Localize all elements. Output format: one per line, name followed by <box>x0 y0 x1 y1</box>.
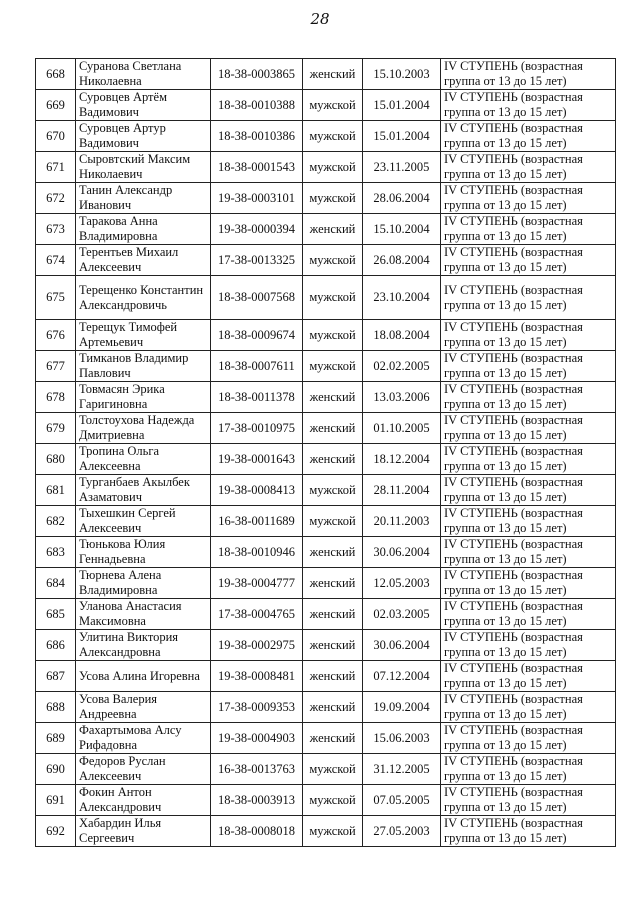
table-row <box>36 245 616 276</box>
age-level: IV СТУПЕНЬ (возрастная группа от 13 до 15 лет) <box>441 723 616 754</box>
row-number: 687 <box>36 661 76 692</box>
participant-name: Терентьев Михаил Алексеевич <box>76 245 211 276</box>
age-level: IV СТУПЕНЬ (возрастная группа от 13 до 15 лет) <box>441 599 616 630</box>
uin-code: 17-38-0009353 <box>211 692 303 723</box>
participant-name: Терещенко Константин Александровичь <box>76 276 211 320</box>
age-level: IV СТУПЕНЬ (возрастная группа от 13 до 15 лет) <box>441 630 616 661</box>
participant-name: Суранова Светлана Николаевна <box>76 59 211 90</box>
row-number: 670 <box>36 121 76 152</box>
participant-name: Тимканов Владимир Павлович <box>76 351 211 382</box>
row-number: 679 <box>36 413 76 444</box>
table-row <box>36 90 616 121</box>
row-number: 686 <box>36 630 76 661</box>
uin-code: 19-38-0002975 <box>211 630 303 661</box>
age-level: IV СТУПЕНЬ (возрастная группа от 13 до 15 лет) <box>441 90 616 121</box>
uin-code: 18-38-0009674 <box>211 320 303 351</box>
age-level: IV СТУПЕНЬ (возрастная группа от 13 до 15 лет) <box>441 444 616 475</box>
uin-code: 18-38-0011378 <box>211 382 303 413</box>
uin-code: 18-38-0001543 <box>211 152 303 183</box>
row-number: 669 <box>36 90 76 121</box>
uin-code: 17-38-0013325 <box>211 245 303 276</box>
table-row <box>36 413 616 444</box>
participant-name: Уланова Анастасия Максимовна <box>76 599 211 630</box>
table-row <box>36 59 616 90</box>
table-row <box>36 506 616 537</box>
table-row <box>36 661 616 692</box>
row-number: 688 <box>36 692 76 723</box>
birth-date: 23.10.2004 <box>363 276 441 320</box>
uin-code: 18-38-0010386 <box>211 121 303 152</box>
table-row <box>36 183 616 214</box>
participant-name: Усова Алина Игоревна <box>76 661 211 692</box>
table-row <box>36 692 616 723</box>
gender: женский <box>303 568 363 599</box>
age-level: IV СТУПЕНЬ (возрастная группа от 13 до 15 лет) <box>441 785 616 816</box>
birth-date: 07.12.2004 <box>363 661 441 692</box>
uin-code: 19-38-0008413 <box>211 475 303 506</box>
gender: мужской <box>303 245 363 276</box>
participant-name: Улитина Виктория Александровна <box>76 630 211 661</box>
uin-code: 16-38-0013763 <box>211 754 303 785</box>
birth-date: 02.02.2005 <box>363 351 441 382</box>
gender: женский <box>303 537 363 568</box>
uin-code: 17-38-0010975 <box>211 413 303 444</box>
gender: мужской <box>303 475 363 506</box>
participant-name: Сыровтский Максим Николаевич <box>76 152 211 183</box>
uin-code: 18-38-0007568 <box>211 276 303 320</box>
participant-name: Толстоухова Надежда Дмитриевна <box>76 413 211 444</box>
gender: женский <box>303 382 363 413</box>
age-level: IV СТУПЕНЬ (возрастная группа от 13 до 15 лет) <box>441 382 616 413</box>
participants-table-body <box>36 59 616 847</box>
age-level: IV СТУПЕНЬ (возрастная группа от 13 до 15 лет) <box>441 506 616 537</box>
row-number: 689 <box>36 723 76 754</box>
uin-code: 18-38-0010946 <box>211 537 303 568</box>
birth-date: 23.11.2005 <box>363 152 441 183</box>
gender: мужской <box>303 816 363 847</box>
table-row <box>36 754 616 785</box>
uin-code: 19-38-0001643 <box>211 444 303 475</box>
participant-name: Терещук Тимофей Артемьевич <box>76 320 211 351</box>
participant-name: Тыхешкин Сергей Алексеевич <box>76 506 211 537</box>
participant-name: Хабардин Илья Сергеевич <box>76 816 211 847</box>
row-number: 684 <box>36 568 76 599</box>
row-number: 672 <box>36 183 76 214</box>
birth-date: 19.09.2004 <box>363 692 441 723</box>
gender: женский <box>303 630 363 661</box>
age-level: IV СТУПЕНЬ (возрастная группа от 13 до 15 лет) <box>441 351 616 382</box>
gender: мужской <box>303 121 363 152</box>
gender: женский <box>303 413 363 444</box>
uin-code: 18-38-0010388 <box>211 90 303 121</box>
table-row <box>36 152 616 183</box>
uin-code: 18-38-0008018 <box>211 816 303 847</box>
gender: мужской <box>303 152 363 183</box>
row-number: 676 <box>36 320 76 351</box>
uin-code: 18-38-0003865 <box>211 59 303 90</box>
gender: мужской <box>303 506 363 537</box>
uin-code: 18-38-0007611 <box>211 351 303 382</box>
row-number: 668 <box>36 59 76 90</box>
age-level: IV СТУПЕНЬ (возрастная группа от 13 до 15 лет) <box>441 754 616 785</box>
table-row <box>36 599 616 630</box>
uin-code: 17-38-0004765 <box>211 599 303 630</box>
participant-name: Федоров Руслан Алексеевич <box>76 754 211 785</box>
birth-date: 01.10.2005 <box>363 413 441 444</box>
table-row <box>36 475 616 506</box>
uin-code: 16-38-0011689 <box>211 506 303 537</box>
row-number: 678 <box>36 382 76 413</box>
table-row <box>36 568 616 599</box>
participant-name: Фокин Антон Александрович <box>76 785 211 816</box>
birth-date: 15.06.2003 <box>363 723 441 754</box>
age-level: IV СТУПЕНЬ (возрастная группа от 13 до 15 лет) <box>441 152 616 183</box>
age-level: IV СТУПЕНЬ (возрастная группа от 13 до 15 лет) <box>441 121 616 152</box>
birth-date: 15.01.2004 <box>363 121 441 152</box>
participant-name: Суровцев Артём Вадимович <box>76 90 211 121</box>
age-level: IV СТУПЕНЬ (возрастная группа от 13 до 15 лет) <box>441 661 616 692</box>
gender: женский <box>303 599 363 630</box>
table-row <box>36 537 616 568</box>
birth-date: 26.08.2004 <box>363 245 441 276</box>
gender: женский <box>303 59 363 90</box>
participant-name: Таракова Анна Владимировна <box>76 214 211 245</box>
birth-date: 20.11.2003 <box>363 506 441 537</box>
participant-name: Тюрнева Алена Владимировна <box>76 568 211 599</box>
birth-date: 15.10.2004 <box>363 214 441 245</box>
gender: женский <box>303 692 363 723</box>
row-number: 691 <box>36 785 76 816</box>
gender: женский <box>303 444 363 475</box>
row-number: 682 <box>36 506 76 537</box>
table-row <box>36 816 616 847</box>
age-level: IV СТУПЕНЬ (возрастная группа от 13 до 15 лет) <box>441 413 616 444</box>
birth-date: 07.05.2005 <box>363 785 441 816</box>
participant-name: Фахартымова Алсу Рифадовна <box>76 723 211 754</box>
gender: мужской <box>303 276 363 320</box>
birth-date: 13.03.2006 <box>363 382 441 413</box>
row-number: 690 <box>36 754 76 785</box>
table-row <box>36 276 616 320</box>
row-number: 677 <box>36 351 76 382</box>
uin-code: 19-38-0004903 <box>211 723 303 754</box>
birth-date: 02.03.2005 <box>363 599 441 630</box>
uin-code: 18-38-0003913 <box>211 785 303 816</box>
age-level: IV СТУПЕНЬ (возрастная группа от 13 до 15 лет) <box>441 816 616 847</box>
table-row <box>36 214 616 245</box>
age-level: IV СТУПЕНЬ (возрастная группа от 13 до 15 лет) <box>441 214 616 245</box>
age-level: IV СТУПЕНЬ (возрастная группа от 13 до 15 лет) <box>441 692 616 723</box>
participants-table <box>35 58 616 847</box>
table-row <box>36 382 616 413</box>
birth-date: 27.05.2003 <box>363 816 441 847</box>
gender: мужской <box>303 320 363 351</box>
table-row <box>36 320 616 351</box>
birth-date: 18.08.2004 <box>363 320 441 351</box>
birth-date: 31.12.2005 <box>363 754 441 785</box>
age-level: IV СТУПЕНЬ (возрастная группа от 13 до 15 лет) <box>441 245 616 276</box>
row-number: 685 <box>36 599 76 630</box>
age-level: IV СТУПЕНЬ (возрастная группа от 13 до 15 лет) <box>441 183 616 214</box>
row-number: 671 <box>36 152 76 183</box>
uin-code: 19-38-0003101 <box>211 183 303 214</box>
birth-date: 15.01.2004 <box>363 90 441 121</box>
participant-name: Суровцев Артур Вадимович <box>76 121 211 152</box>
participant-name: Усова Валерия Андреевна <box>76 692 211 723</box>
age-level: IV СТУПЕНЬ (возрастная группа от 13 до 15 лет) <box>441 320 616 351</box>
birth-date: 30.06.2004 <box>363 537 441 568</box>
participant-name: Турганбаев Акылбек Азаматович <box>76 475 211 506</box>
age-level: IV СТУПЕНЬ (возрастная группа от 13 до 15 лет) <box>441 537 616 568</box>
gender: мужской <box>303 351 363 382</box>
gender: женский <box>303 214 363 245</box>
row-number: 681 <box>36 475 76 506</box>
uin-code: 19-38-0004777 <box>211 568 303 599</box>
participant-name: Тюнькова Юлия Геннадьевна <box>76 537 211 568</box>
gender: мужской <box>303 785 363 816</box>
gender: мужской <box>303 183 363 214</box>
table-row <box>36 723 616 754</box>
age-level: IV СТУПЕНЬ (возрастная группа от 13 до 15 лет) <box>441 59 616 90</box>
gender: мужской <box>303 90 363 121</box>
table-row <box>36 444 616 475</box>
uin-code: 19-38-0008481 <box>211 661 303 692</box>
gender: женский <box>303 661 363 692</box>
age-level: IV СТУПЕНЬ (возрастная группа от 13 до 15 лет) <box>441 475 616 506</box>
birth-date: 15.10.2003 <box>363 59 441 90</box>
birth-date: 28.11.2004 <box>363 475 441 506</box>
table-row <box>36 351 616 382</box>
birth-date: 28.06.2004 <box>363 183 441 214</box>
uin-code: 19-38-0000394 <box>211 214 303 245</box>
age-level: IV СТУПЕНЬ (возрастная группа от 13 до 15 лет) <box>441 276 616 320</box>
row-number: 674 <box>36 245 76 276</box>
birth-date: 18.12.2004 <box>363 444 441 475</box>
table-row <box>36 121 616 152</box>
participant-name: Танин Александр Иванович <box>76 183 211 214</box>
row-number: 683 <box>36 537 76 568</box>
table-row <box>36 785 616 816</box>
participant-name: Тропина Ольга Алексеевна <box>76 444 211 475</box>
row-number: 673 <box>36 214 76 245</box>
row-number: 675 <box>36 276 76 320</box>
birth-date: 12.05.2003 <box>363 568 441 599</box>
birth-date: 30.06.2004 <box>363 630 441 661</box>
page-number: 28 <box>310 10 330 28</box>
table-row <box>36 630 616 661</box>
age-level: IV СТУПЕНЬ (возрастная группа от 13 до 15 лет) <box>441 568 616 599</box>
participant-name: Товмасян Эрика Гаригиновна <box>76 382 211 413</box>
gender: женский <box>303 723 363 754</box>
row-number: 692 <box>36 816 76 847</box>
gender: мужской <box>303 754 363 785</box>
row-number: 680 <box>36 444 76 475</box>
